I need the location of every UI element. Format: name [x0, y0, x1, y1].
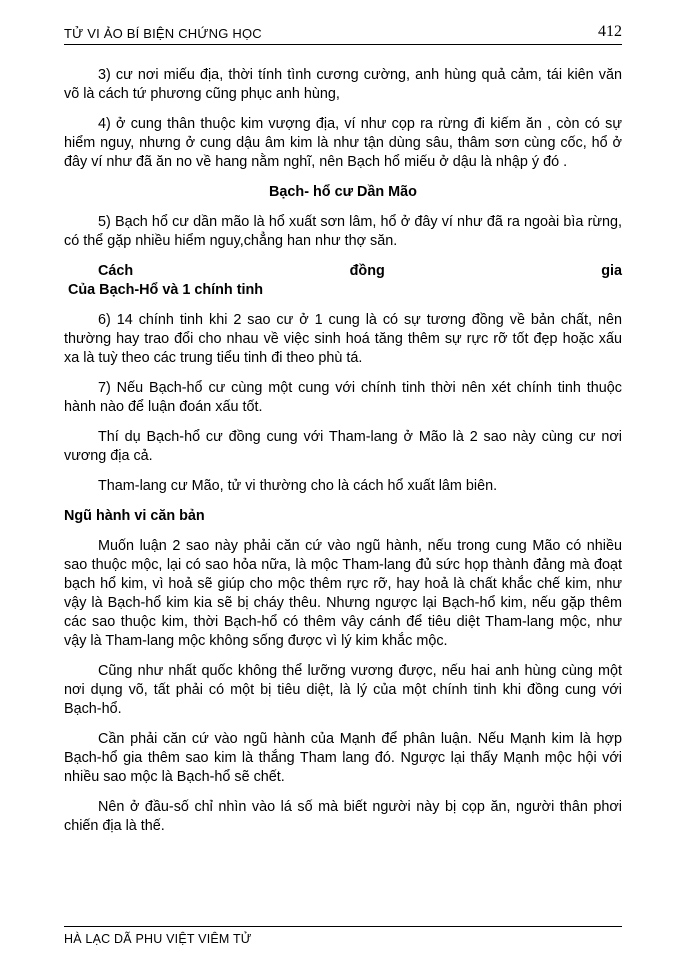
title-word: đồng [349, 263, 385, 279]
paragraph: Tham-lang cư Mão, tử vi thường cho là cách hổ xuất lâm biên. [98, 478, 498, 494]
paragraph: Muốn luận 2 sao này phải căn cứ vào ngũ hành, nếu trong cung Mão có nhiều sao thuộc mộc, lại có sao hỏa nữa, là mộc Tham-lang đủ sức họp thành đảng mà đoạt bạch hổ kim, vì hoả sẽ giúp cho mộc thêm rực rỡ, hay hoả là chất khắc chế kim, như vậy là Bạch-hổ kim kia sẽ bị cháy thêu. Nhưng ngược lại Bạch-hổ kim, nếu gặp thêm các sao thuộc kim, thời Bạch-hổ có thêm vây cánh để tiêu diệt Tham-lang mộc, như vậy là Tham-lang mộc không sống được vì lý kim khắc mộc. [64, 538, 622, 649]
paragraph: 3) cư nơi miếu địa, thời tính tình cương cường, anh hùng quả cảm, tái kiên văn võ là cách tứ phương cũng phục anh hùng, [64, 67, 622, 102]
paragraph: 4) ở cung thân thuộc kim vượng địa, ví như cọp ra rừng đi kiếm ăn , còn có sự hiểm nguy, nhưng ở cung dậu âm kim là như tận dùng sâu, thâm sơn cùng cốc, hổ ở đây ví như đã ăn no về hang nằm nghĩ, nên Bạch hổ miếu ở dậu là nhập ý đó . [64, 116, 622, 170]
footer-text: HÀ LẠC DÃ PHU VIỆT VIÊM TỬ [64, 932, 252, 946]
paragraph: 7) Nếu Bạch-hổ cư cùng một cung với chính tinh thời nên xét chính tinh thuộc hành nào để luận đoán xấu tốt. [64, 380, 622, 415]
page-header [64, 22, 622, 45]
title-word: gia [601, 263, 622, 279]
section-title-bach-ho-cu-dan-mao: Bạch- hổ cư Dần Mão [269, 184, 417, 200]
paragraph: Cần phải căn cứ vào ngũ hành của Mạnh để phân luận. Nếu Mạnh kim là hợp Bạch-hổ gia thêm sao kim là thắng Tham lang đó. Ngược lại thấy Mạnh mộc hội với nhiều sao mộc là Bạch-hổ sẽ chết. [64, 731, 622, 785]
paragraph: 5) Bạch hổ cư dần mão là hổ xuất sơn lâm, hổ ở đây ví như đã ra ngoài bìa rừng, có thể gặp nhiều hiểm nguy,chẳng han như thợ săn. [64, 214, 622, 249]
section-title-cach-dong-gia [64, 262, 622, 300]
paragraph: Nên ở đầu-số chỉ nhìn vào lá số mà biết người này bị cọp ăn, người thân phơi chiến địa là thế. [64, 799, 622, 834]
page-number: 412 [598, 23, 622, 40]
title-line: Của Bạch-Hổ và 1 chính tinh [68, 282, 264, 298]
page-body [64, 66, 622, 847]
header-title: TỬ VI ẢO BÍ BIỆN CHỨNG HỌC [64, 26, 262, 41]
paragraph: Cũng như nhất quốc không thể lưỡng vương được, nếu hai anh hùng cùng một nơi dụng võ, tất phải có một bị tiêu diệt, là lý của một chính tinh khi đồng cung với Bạch-hổ. [64, 663, 622, 717]
page-footer [64, 926, 622, 946]
paragraph: Thí dụ Bạch-hổ cư đồng cung với Tham-lang ở Mão là 2 sao này cùng cư nơi vương địa cả. [64, 429, 622, 464]
title-word: Cách [98, 263, 134, 279]
section-title-ngu-hanh: Ngũ hành vi căn bản [64, 508, 205, 524]
paragraph: 6) 14 chính tinh khi 2 sao cư ở 1 cung là có sự tương đồng về bản chất, nên thường hay trao đổi cho nhau về việc sinh hoá tăng thêm sự rực rỡ tốt đẹp hoặc xấu xa là tuỳ theo các trung tiểu tinh đi theo phù tá. [64, 312, 622, 366]
